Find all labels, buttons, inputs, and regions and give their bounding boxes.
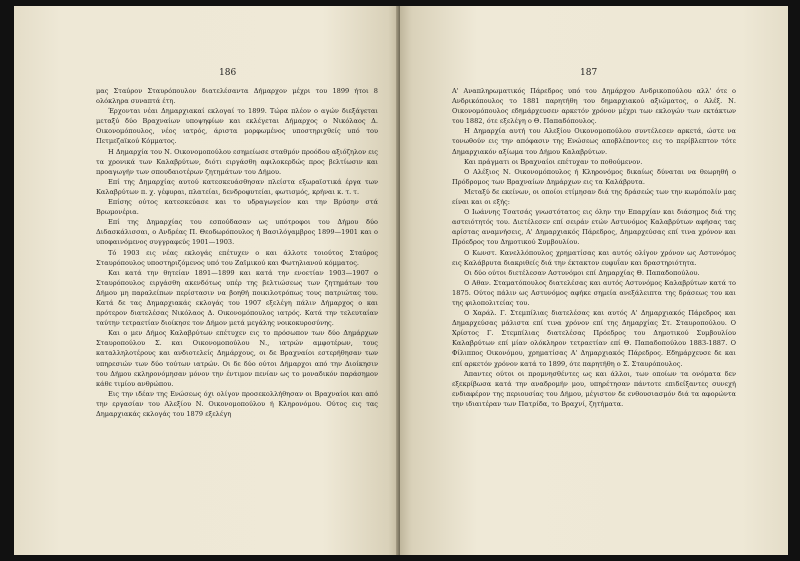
paragraph: Ο Αθαν. Σταματόπουλος διατελέσας και αυτός Αστυνόμος Καλαβρύτων κατά το 1875. Ούτος πάλιν ως Αστυνόμος αφήκε σημεία ανεξάλειπτα της δράσεως του και της φιλοπολιτείας του. <box>452 278 736 307</box>
paragraph: Ο Ιωάννης Τσατσάς γνωστότατος εις όλην την Επαρχίαν και διάσημος διά της αστειότητός του. Διετέλεσεν επί σειράν ετών Αστυνόμος Καλαβρύτων αφήσας τας αρίστας αναμνήσεις, Α' Δημαρχιακός Πάρεδρος, Δημαρχεύσας επί τινα χρόνον και Πρόεδρος του Δημοτικού Συμβουλίου. <box>452 208 736 247</box>
paragraph: μας Σταύρον Σταυρόπουλον διατελέσαντα Δήμαρχον μέχρι του 1899 ήτοι 8 ολόκληρα συναπτά έτη. <box>96 87 378 106</box>
paragraph: Η Δημαρχία του Ν. Οικονομοπούλου εσημείωσε σταθμόν προόδου αξιόζηλον εις τα χρονικά των Καλαβρύτων, διότι ειργάσθη αφιλοκερδώς προς βελτίωσιν και προαγωγήν των σπουδαιοτέρων ζητημάτων του Δήμου. <box>96 147 378 176</box>
paragraph: Ο Κωνστ. Κανελλόπουλος χρηματίσας και αυτός ολίγον χρόνον ως Αστυνόμος εις Καλάβρυτα διακριθείς διά την έκτακτον ευφυΐαν και δραστηριότητα. <box>452 248 736 267</box>
paragraph: Έρχονται νέαι Δημαρχιακαί εκλογαί το 1899. Τώρα πλέον ο αγών διεξάγεται μεταξύ δύο Βραχναίων υποψηφίων και εκλέγεται Δήμαρχος ο Νικόλαος Δ. Οικονομόπουλος, νέος ιατρός, άριστα μορφωμένος υποστηριχθείς υπό του Πετμεζαϊκού Κόμματος. <box>96 107 378 146</box>
right-page <box>400 6 788 555</box>
left-page <box>14 6 400 555</box>
paragraph: Και πράγματι οι Βραχναίοι επέτυχαν το ποθούμενον. <box>464 157 643 166</box>
right-page-text <box>452 86 736 409</box>
paragraph: Και κατά την θητείαν 1891—1899 και κατά την ενοετίαν 1903—1907 ο Σταυρόπουλος ειργάσθη ακενδότως υπέρ της βελτιώσεως των ζητημάτων του Δήμου μη παραλείπων περίστασιν να βοηθή ποικιλοτρόπως τους πατριώτας του. Κατά δε τας Δημαρχιακάς εκλογάς του 1907 εξελέγη πάλιν Δήμαρχος ο και πρότερον διατελέσας Νικόλαος Δ. Οικονομόπουλος ιατρός. Κατά την τελευταίαν ταύτην τετραετίαν διοίκησε τον Δήμον μετά μεγάλης νοικοκυροσύνης. <box>96 268 378 328</box>
paragraph: Α' Αναπληρωματικός Πάρεδρος υπό του Δημάρχου Ανδρικοπούλου αλλ' ότε ο Ανδρικόπουλος το 1881 παρητήθη του δημαρχιακού αξιώματος, ο Αλέξ. Ν. Οικονομόπουλος εδημάρχευσεν αρκετόν χρόνον μέχρι των εκλογών των εκτάκτων του 1882, ότε εξελέγη ο Θ. Παπαδόπουλος. <box>452 87 736 126</box>
paragraph: Επί της Δημαρχίας του εσπούδασαν ως υπότροφοι του Δήμου δύο Διδασκάλισσαι, ο Ανδρέας Π. Θεοδωρόπουλος ή Βασιλόγαμβρος 1899—1901 και ο υποφαινόμενος συγγραφεύς 1901—1903. <box>96 218 378 247</box>
paragraph: Η Δημαρχία αυτή του Αλεξίου Οικονομοπούλου συντέλεσεν αρκετά, ώστε να τονωθούν εις την απόφασιν της Ενώσεως αποβλέποντες εις το περίβλεπτον τότε Δημαρχιακόν αξίωμα του Δήμου Καλαβρύτων. <box>452 127 736 156</box>
paragraph: Και ο μεν Δήμος Καλαβρύτων επέτυχεν εις το πρόσωπον των δύο Δημάρχων Σταυροπούλου Σ. και Οικονομοπούλου Ν., ιατρών αμφοτέρων, τους καταλληλοτέρους και ανδιοτελείς Δημάρχους, οι δε Βραχναίοι εστερήθησαν των υπηρεσιών των δύο τούτων ιατρών. Οι δε δύο ούτοι Δήμαρχοι από την Διοίκησιν του Δήμου εκληρονόμησαν μόνον την έντιμον πενίαν ως το μοναδικόν παράσημον κάθε τιμίου ανθρώπου. <box>96 329 378 388</box>
paragraph: Τό 1903 εις νέας εκλογάς επέτυχεν ο και άλλοτε τοιούτος Σταύρος Σταυρόπουλος υποστηριζόμενος υπό του Ζαϊμικού και Φωτηλιανού κόμματος. <box>96 248 378 267</box>
paragraph: Μεταξύ δε εκείνων, οι οποίοι ετίμησαν διά της δράσεώς των την κωμόπολίν μας είναι και οι εξής: <box>452 187 736 207</box>
left-page-text <box>96 86 378 419</box>
paragraph: Επί της Δημαρχίας αυτού κατεσκευάσθησαν πλείστα εξωραϊστικά έργα των Καλαβρύτων π. χ. γέφυραι, πλατείαι, δενδροφυτείαι, φωτισμός, κρήναι κ. τ. τ. <box>96 177 378 196</box>
paragraph: Άπαντες ούτοι οι προμνησθέντες ως και άλλοι, των οποίων τα ονόματα δεν εξεκρίβωσα κατά την αναδρομήν μου, υπηρέτησαν πάντοτε επιδείξαντες συνεχή ενδιαφέρον της περιουσίας του Δήμου, μέγιστον δε ενθουσιασμόν διά τα αφορώντα την ιδιαιτέραν των Πατρίδα, το Βραχνί, ζητήματα. <box>452 369 736 408</box>
paragraph: Εις την ιδέαν της Ενώσεως όχι ολίγον προσεκολλήθησαν οι Βραχναίοι και από την εργασίαν του Αλεξίου Ν. Οικονομοπούλου ή Κληρονόμου. Ούτος εις τας Δημαρχιακάς εκλογάς του 1879 εξελέγη <box>96 389 378 418</box>
paragraph: Ο Αλέξιος Ν. Οικονομόπουλος ή Κληρονόμος δικαίως δύναται να θεωρηθή ο Πρόδρομος των Βραχναίων Δημάρχων εις τα Καλάβρυτα. <box>452 167 736 186</box>
right-page-number: 187 <box>580 68 598 78</box>
left-page-number: 186 <box>219 68 237 78</box>
paragraph: Οι δύο ούτοι διετέλεσαν Αστυνόμοι επί Δημαρχίας Θ. Παπαδοπούλου. <box>464 268 700 277</box>
paragraph: Επίσης ούτος κατεσκεύασε και το υδραγωγείον και την Βρύσην στά Βρωμονέρια. <box>96 198 378 217</box>
paragraph: Ο Χαράλ. Γ. Στεμπίλιας διατελέσας και αυτός Α' Δημαρχιακός Πάρεδρος και Δημαρχεύσας μάλιστα επί τινα χρόνον επί της Δημαρχίας Στ. Σταυροπούλου. Ο Χρίστος Γ. Στεμπίλιας διατελέσας Πρόεδρος του Δημοτικού Συμβουλίου Καλαβρύτων επί μίαν ολόκληρον τετραετίαν επί Θ. Παπαδοπούλου 1883-1887. Ο Φίλιππος Οικονόμου, χρηματίσας Α' Δημαρχιακός Πάρεδρος. Εδημάρχευσε δε και επί αρκετόν χρόνον κατά το 1899, ότε παρητήθη ο Σ. Σταυρόπουλος. <box>452 309 736 368</box>
